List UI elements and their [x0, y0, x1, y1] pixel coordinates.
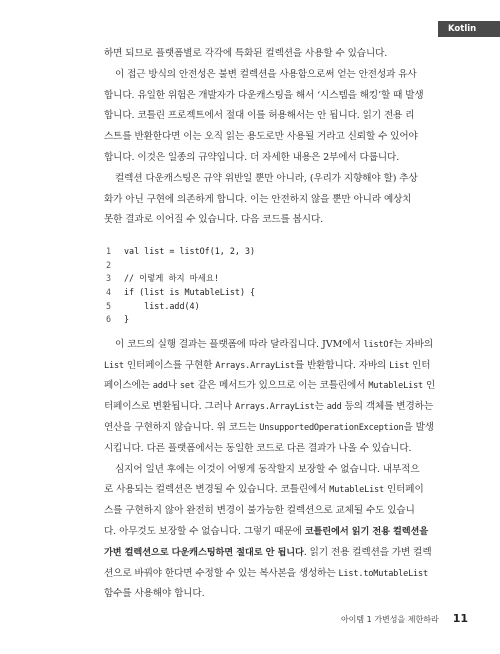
inline-code: add: [326, 402, 342, 413]
inline-code: set: [179, 381, 195, 392]
text-line: 합니다. 이것은 일종의 규약입니다. 더 자세한 내용은 2부에서 다룹니다.: [104, 151, 400, 163]
text-span: . 읽기 전용 컬렉션을 가변 컬렉: [303, 546, 432, 558]
bold-text: 코틀린에서 읽기 전용 컬렉션을: [304, 525, 429, 537]
inline-code: MutableList: [368, 381, 424, 392]
text-line: [104, 356, 460, 377]
code-line: [106, 245, 460, 259]
paragraph-4: [104, 335, 460, 460]
text-line: 심지어 일년 후에는 이것이 어떻게 동작할지 보장할 수 없습니다. 내부적으: [115, 463, 420, 475]
inline-code: List: [104, 360, 124, 371]
text-span: 이 코드의 실행 결과는 플랫폼에 따라 달라집니다. JVM에서: [115, 338, 364, 350]
page-body: [104, 44, 460, 605]
code-block: [106, 245, 460, 327]
footer-chapter-title: 아이템 1 가변성을 제한하라: [340, 615, 439, 624]
code-line: [106, 259, 460, 273]
text-line: 못한 결과로 이어질 수 있습니다. 다음 코드를 봅시다.: [104, 214, 324, 226]
text-line: [104, 397, 460, 418]
code-line: [106, 286, 460, 300]
text-line: 컬렉션 다운캐스팅은 규약 위반일 뿐만 아니라, (우리가 지향해야 할) 추상: [115, 172, 418, 184]
text-span: 페이스에는: [104, 380, 153, 392]
code-line: [106, 272, 460, 286]
text-span: 다. 아무것도 보장할 수 없습니다. 그렇기 때문에: [104, 525, 305, 537]
code-line: [106, 313, 460, 327]
line-number: 6: [106, 314, 112, 325]
bold-text: 가변 컬렉션으로 다운캐스팅하면 절대로 안 됩니다: [104, 546, 304, 558]
text-line: [104, 480, 460, 501]
line-number: 4: [106, 286, 112, 297]
paragraph-5: [104, 460, 460, 606]
line-number: 3: [106, 273, 112, 284]
inline-code: List.toMutableList: [338, 568, 428, 579]
text-span: 로 사용되는 컬렉션은 변경될 수 있습니다. 코틀린에서: [104, 484, 330, 496]
line-number: 5: [106, 300, 112, 311]
text-line: 합니다. 유일한 위험은 개발자가 다운캐스팅을 해서 ‘시스템을 해킹’할 때 발생: [104, 89, 424, 101]
page-number: 11: [452, 612, 468, 625]
text-line: 시킵니다. 다른 플랫폼에서는 동일한 코드로 다른 결과가 나올 수 있습니다.: [104, 442, 412, 454]
header-tab: Kotlin: [438, 21, 500, 37]
text-span: 를 반환합니다. 자바의: [294, 359, 390, 371]
text-line: [104, 418, 460, 439]
inline-code: List: [389, 360, 410, 371]
inline-code: Arrays.ArrayList: [234, 402, 315, 413]
text-span: 션으로 바꿔야 한다면 수정할 수 있는 복사본을 생성하는: [104, 567, 339, 579]
text-line: 함수를 사용해야 합니다.: [104, 588, 205, 600]
paragraph-1: [104, 44, 460, 65]
inline-code: add: [152, 381, 168, 392]
paragraph-3: [104, 169, 460, 231]
text-span: 나: [167, 380, 180, 392]
line-number: 1: [106, 246, 112, 257]
inline-code: listOf: [363, 339, 394, 350]
text-span: 는: [314, 401, 327, 413]
text-line: 하면 되므로 플랫폼별로 각각에 특화된 컬렉션을 사용할 수 있습니다.: [104, 48, 388, 59]
text-span: 을 발생: [403, 421, 434, 433]
inline-code: Arrays.ArrayList: [215, 360, 295, 371]
page-footer: [341, 612, 468, 625]
text-line: 화가 아닌 구현에 의존하게 합니다. 이는 안전하지 않을 뿐만 아니라 예상치: [104, 193, 412, 205]
inline-code: MutableList: [329, 485, 385, 496]
code-text: list.add(4): [124, 300, 200, 311]
text-line: [104, 522, 460, 543]
inline-code: UnsupportedOperationException: [259, 422, 404, 433]
line-number: 2: [106, 259, 112, 270]
text-line: [104, 564, 460, 585]
paragraph-2: [104, 65, 460, 169]
code-text: val list = listOf(1, 2, 3): [124, 246, 256, 257]
text-line: 합니다. 코틀린 프로젝트에서 절대 이를 허용해서는 안 됩니다. 읽기 전용 리: [104, 110, 415, 122]
text-span: 인: [423, 380, 436, 392]
text-line: 스트를 반환한다면 이는 오직 읽는 용도로만 사용될 거라고 신뢰할 수 있어야: [104, 131, 418, 143]
text-span: 인터: [409, 359, 431, 371]
text-span: 는 자바의: [393, 338, 433, 350]
text-span: 인터페이: [384, 484, 424, 496]
text-span: 등의 객체를 변경하는: [341, 401, 433, 413]
text-line: [104, 335, 460, 356]
text-span: 연산을 구현하지 않습니다. 위 코드는: [104, 421, 260, 433]
code-text: if (list is MutableList) {: [124, 286, 256, 297]
code-line: [106, 300, 460, 314]
text-span: 인터페이스를 구현한: [123, 359, 216, 371]
code-text: }: [124, 314, 130, 325]
text-line: [104, 543, 460, 564]
code-text: // 이렇게 하지 마세요!: [124, 273, 219, 284]
text-span: 터페이스로 변환됩니다. 그러나: [104, 401, 235, 413]
text-line: 스를 구현하지 않아 완전히 변경이 불가능한 컬렉션으로 교체될 수도 있습니: [104, 505, 415, 517]
text-line: 이 접근 방식의 안전성은 불변 컬렉션을 사용함으로써 얻는 안전성과 유사: [115, 68, 417, 80]
text-line: [104, 376, 460, 397]
text-span: 같은 메서드가 있으므로 이는 코틀린에서: [194, 380, 369, 392]
